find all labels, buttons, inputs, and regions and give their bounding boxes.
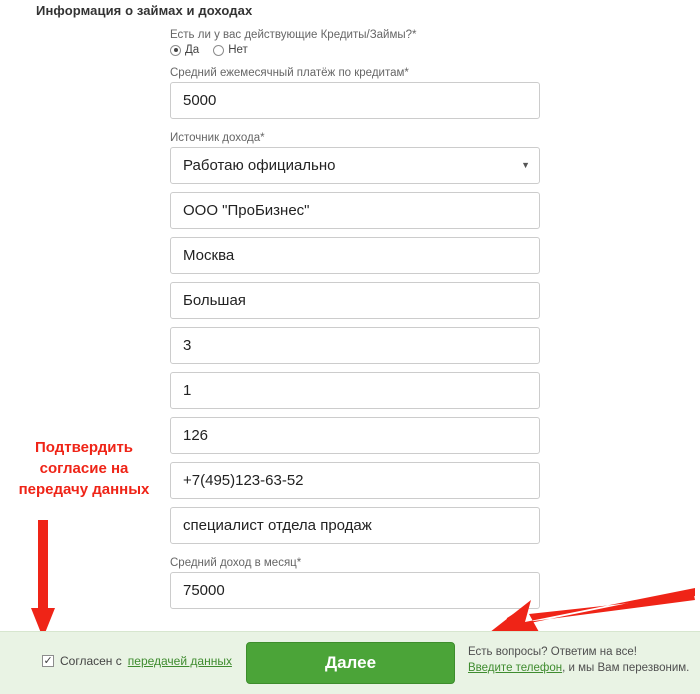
radio-option-yes[interactable] (170, 44, 199, 56)
building-input[interactable] (170, 372, 540, 409)
city-input[interactable] (170, 237, 540, 274)
agreement-checkbox[interactable] (42, 655, 54, 667)
radio-no-label: Нет (228, 44, 248, 56)
company-name-input[interactable] (170, 192, 540, 229)
monthly-payment-input[interactable] (170, 82, 540, 119)
agreement-row[interactable] (42, 654, 232, 668)
agreement-prefix: Согласен с (60, 654, 122, 668)
position-input[interactable] (170, 507, 540, 544)
chevron-down-icon[interactable]: ▼ (521, 160, 530, 170)
monthly-income-label: Средний доход в месяц* (170, 557, 302, 569)
house-input[interactable] (170, 327, 540, 364)
next-button[interactable]: Далее (246, 642, 455, 684)
monthly-payment-label: Средний ежемесячный платёж по кредитам* (170, 67, 409, 79)
radio-yes-label: Да (185, 44, 200, 56)
income-source-value[interactable]: Работаю официально (170, 147, 540, 184)
radio-option-no[interactable] (213, 44, 248, 56)
support-block (468, 644, 698, 676)
income-source-label: Источник дохода* (170, 132, 265, 144)
support-question: Есть вопросы? Ответим на все! (468, 646, 638, 658)
street-input[interactable] (170, 282, 540, 319)
page-title: Информация о займах и доходах (36, 3, 253, 18)
radio-yes-icon[interactable] (170, 45, 181, 56)
support-phone-link[interactable]: Введите телефон (468, 662, 563, 674)
income-source-select[interactable] (170, 147, 540, 184)
arrow-down-icon (31, 520, 55, 638)
radio-no-icon[interactable] (213, 45, 224, 56)
annotation-text: Подтвердить согласие на передачу данных (18, 439, 150, 498)
credits-radio-group[interactable] (170, 44, 540, 56)
flat-input[interactable] (170, 417, 540, 454)
loan-income-form (170, 28, 540, 617)
agreement-link[interactable]: передачей данных (127, 654, 232, 668)
bottom-action-bar (0, 631, 700, 694)
phone-input[interactable] (170, 462, 540, 499)
support-rest: , и мы Вам перезвоним. (562, 662, 690, 674)
credits-question-label: Есть ли у вас действующие Кредиты/Займы?* (170, 29, 417, 41)
